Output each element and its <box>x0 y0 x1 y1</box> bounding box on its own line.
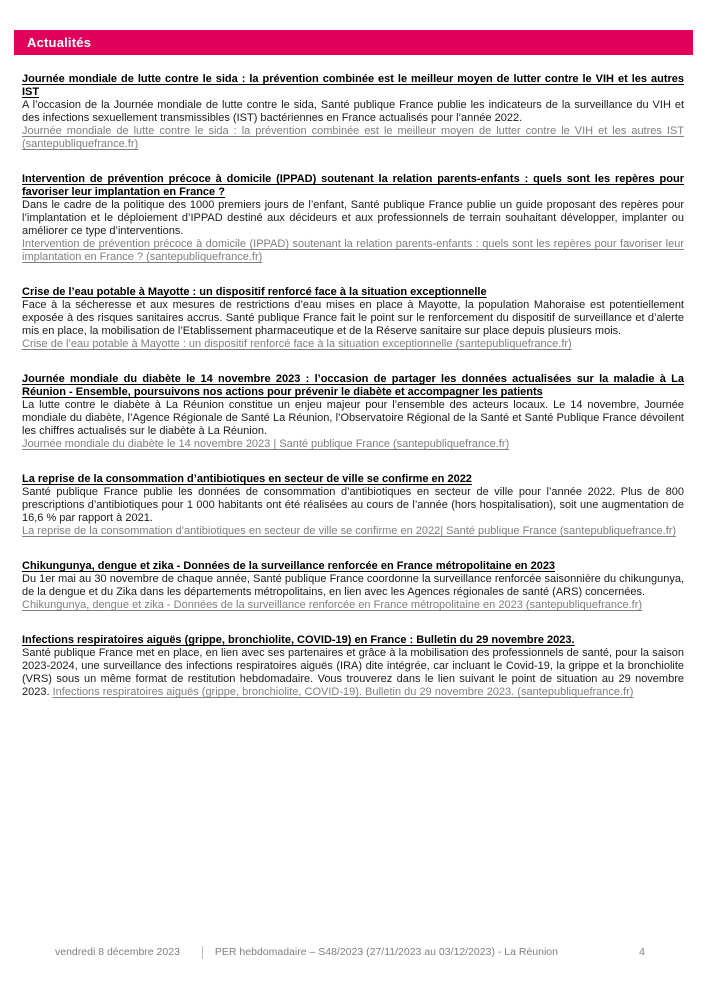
section-body-text: Santé publique France met en place, en lien avec ses partenaires et grâce à la mobilisation des professionnels de santé, pour la saison 2023-2024, une surveillance des infections respiratoires aiguës (IRA) dite intégrée, car incluant le Covid-19, la grippe et la bronchiolite (VRS) sous un même format de restitution hebdomadaire. Vous trouverez dans le lien suivant le point de situation au 29 novembre 2023. <box>22 647 684 698</box>
section-body: Dans le cadre de la politique des 1000 premiers jours de l’enfant, Santé publique France publie un guide proposant des repères pour l’implantation et le déploiement d’IPPAD destiné aux décideurs et aux professionnels de terrain souhaitant développer, implanter ou améliorer ce type d’interventions. <box>22 199 684 237</box>
section-title: Journée mondiale du diabète le 14 novembre 2023 : l’occasion de partager les données actualisées sur la maladie à La Réunion - Ensemble, poursuivons nos actions pour prévenir le diabète et accompagner les patients <box>22 373 684 398</box>
news-section-ippad <box>22 173 684 264</box>
section-body: Santé publique France publie les données de consommation d’antibiotiques en secteur de ville pour l’année 2022. Plus de 800 prescriptions d’antibiotiques pour 1 000 habitants ont été réalisées au cours de l’année (hors hospitalisation), soit une augmentation de 16,6 % par rapport à 2021. <box>22 486 684 524</box>
section-link[interactable]: Journée mondiale du diabète le 14 novembre 2023 | Santé publique France (santepubliquefrance.fr) <box>22 438 510 450</box>
footer-date: vendredi 8 décembre 2023 <box>55 946 180 958</box>
news-list <box>22 73 684 699</box>
section-link[interactable]: La reprise de la consommation d’antibiotiques en secteur de ville se confirme en 2022| Santé publique France (santepubliquefrance.fr) <box>22 525 677 537</box>
section-body: Du 1er mai au 30 novembre de chaque année, Santé publique France coordonne la surveillance renforcée saisonnière du chikungunya, de la dengue et du Zika dans les départements métropolitains, en lien avec les Agences régionales de santé (ARS) concernées. <box>22 573 684 598</box>
footer-divider <box>202 946 203 959</box>
news-section-antibiotiques <box>22 473 684 538</box>
section-title: Crise de l’eau potable à Mayotte : un dispositif renforcé face à la situation exceptionnelle <box>22 286 487 298</box>
section-body: La lutte contre le diabète à La Réunion constitue un enjeu majeur pour l’ensemble des acteurs locaux. Le 14 novembre, Journée mondiale du diabète, l’Agence Régionale de Santé La Réunion, l’Observatoire Régional de la Santé et Santé Publique France dévoilent les chiffres actualisés sur le diabète à La Réunion. <box>22 399 684 437</box>
news-section-sida <box>22 73 684 151</box>
section-title: Chikungunya, dengue et zika - Données de la surveillance renforcée en France métropolitaine en 2023 <box>22 560 556 572</box>
section-body: A l’occasion de la Journée mondiale de lutte contre le sida, Santé publique France publie les indicateurs de la surveillance du VIH et des infections sexuellement transmissibles (IST) bactériennes en France actualisés pour l’année 2022. <box>22 99 684 124</box>
footer-page-number: 4 <box>639 946 645 958</box>
section-title: Intervention de prévention précoce à domicile (IPPAD) soutenant la relation parents-enfants : quels sont les repères pour favoriser leur implantation en France ? <box>22 173 684 198</box>
section-body: Face à la sécheresse et aux mesures de restrictions d’eau mises en place à Mayotte, la population Mahoraise est potentiellement exposée à des risques sanitaires accrus. Santé publique France fait le point sur le renforcement du dispositif de surveillance et d’alerte mis en place, la mobilisation de l’Etablissement pharmaceutique et de la Réserve sanitaire sur place depuis plusieurs mois. <box>22 299 684 337</box>
section-link[interactable]: Crise de l’eau potable à Mayotte : un dispositif renforcé face à la situation exceptionnelle (santepubliquefrance.fr) <box>22 338 572 350</box>
section-link[interactable]: Intervention de prévention précoce à domicile (IPPAD) soutenant la relation parents-enfants : quels sont les repères pour favoriser leur implantation en France ? (santepubliquefrance.fr) <box>22 238 684 263</box>
news-section-mayotte <box>22 286 684 351</box>
actualites-banner <box>14 30 693 55</box>
news-section-chikungunya <box>22 560 684 612</box>
section-title: Journée mondiale de lutte contre le sida : la prévention combinée est le meilleur moyen de lutter contre le VIH et les autres IST <box>22 73 684 98</box>
section-title: Infections respiratoires aiguës (grippe, bronchiolite, COVID-19) en France : Bulletin du 29 novembre 2023. <box>22 634 575 646</box>
page-footer <box>0 944 707 960</box>
section-title: La reprise de la consommation d’antibiotiques en secteur de ville se confirme en 2022 <box>22 473 472 485</box>
section-body <box>22 647 684 699</box>
section-link[interactable]: Journée mondiale de lutte contre le sida : la prévention combinée est le meilleur moyen de lutter contre le VIH et les autres IST (santepubliquefrance.fr) <box>22 125 684 150</box>
news-section-diabete <box>22 373 684 451</box>
section-link[interactable]: Chikungunya, dengue et zika - Données de la surveillance renforcée en France métropolitaine en 2023 (santepubliquefrance.fr) <box>22 599 643 611</box>
section-link-inline[interactable]: Infections respiratoires aiguës (grippe, bronchiolite, COVID-19). Bulletin du 29 novembre 2023. (santepubliquefrance.fr) <box>52 686 634 698</box>
footer-doc-title: PER hebdomadaire – S48/2023 (27/11/2023 au 03/12/2023) - La Réunion <box>214 946 558 958</box>
news-section-infections-respiratoires <box>22 634 684 699</box>
banner-title: Actualités <box>27 35 92 50</box>
